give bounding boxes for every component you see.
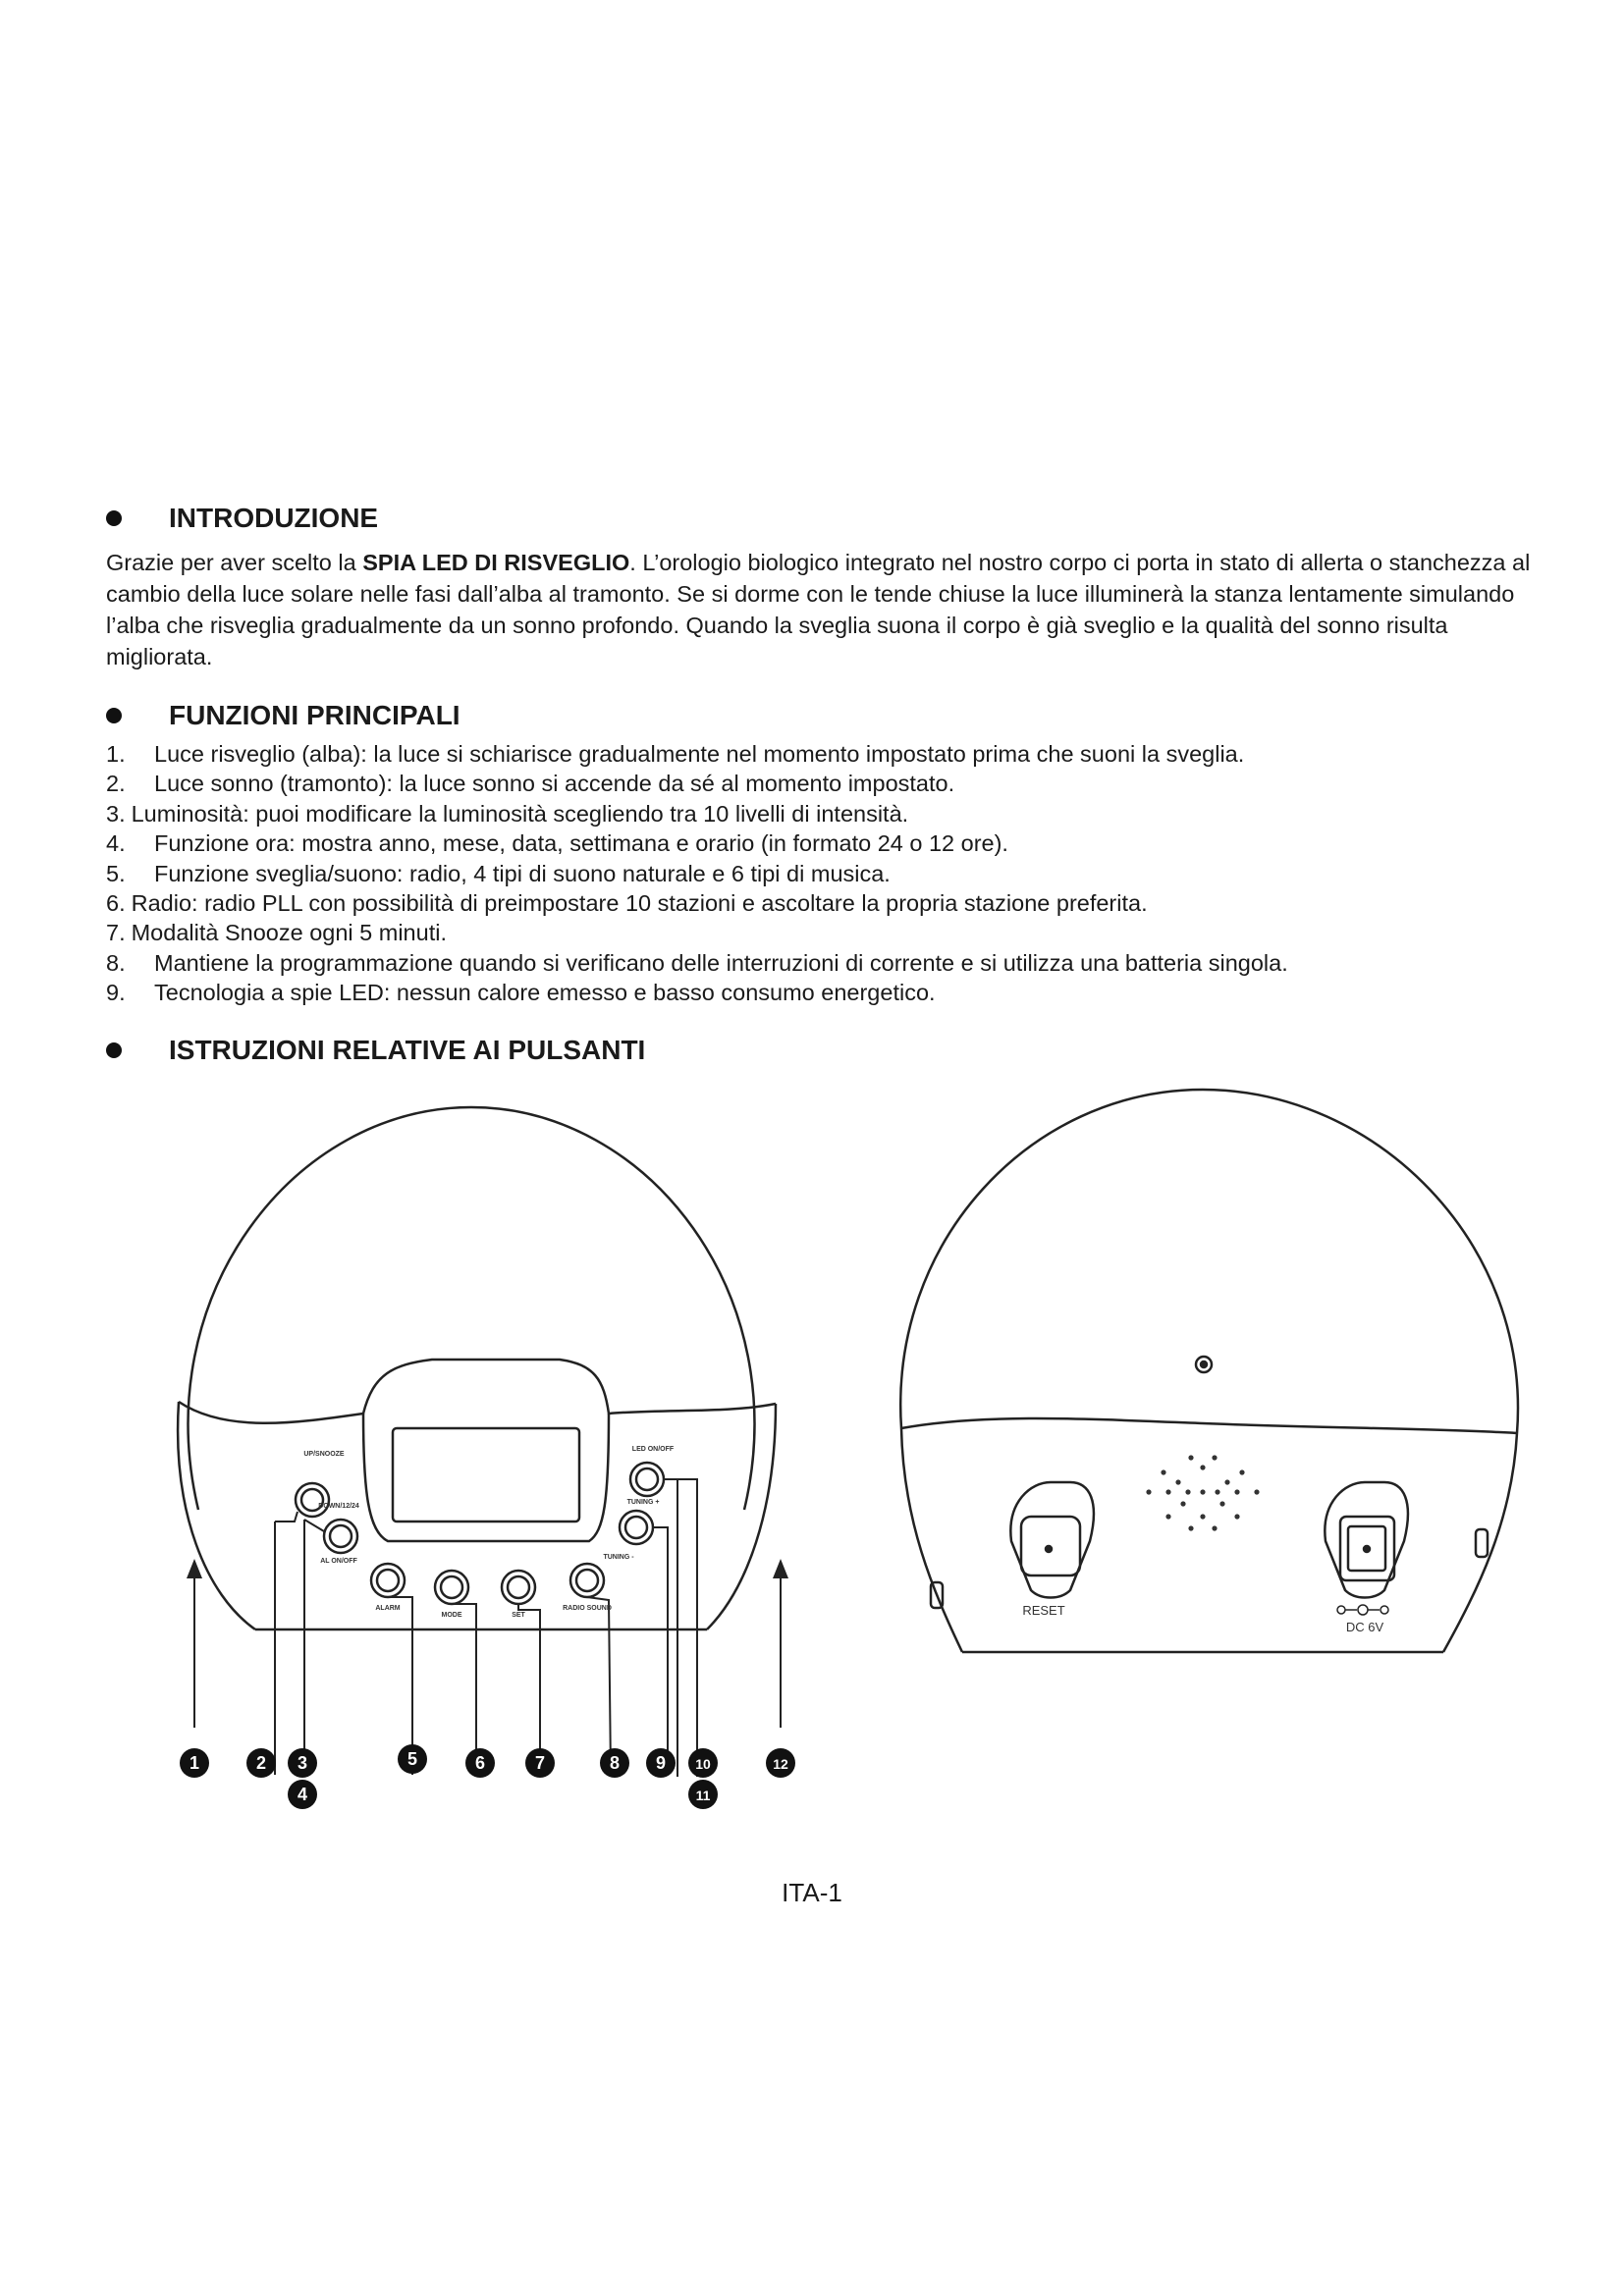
list-item-number: 9. xyxy=(106,980,126,1006)
section-heading-buttons xyxy=(106,1035,645,1066)
svg-text:7: 7 xyxy=(534,1753,546,1773)
grille-dot xyxy=(1146,1489,1151,1494)
bullet-icon xyxy=(106,708,122,723)
back-labels xyxy=(1022,1603,1383,1634)
grille-dot xyxy=(1200,1489,1205,1494)
list-item-text: Luce risveglio (alba): la luce si schiarisce gradualmente nel momento impostato prima che suoni la sveglia. xyxy=(154,741,1245,767)
list-item-number: 5. xyxy=(106,860,126,886)
page-number: ITA-1 xyxy=(782,1878,842,1907)
grille-dot xyxy=(1219,1501,1224,1506)
intro-paragraph xyxy=(106,547,1540,672)
list-item xyxy=(106,739,1540,769)
grille-dot xyxy=(1165,1514,1170,1519)
device-diagram xyxy=(0,1080,1624,1865)
grille-dot xyxy=(1200,1514,1205,1519)
svg-text:4: 4 xyxy=(297,1785,308,1804)
label-tuning-plus: TUNING + xyxy=(626,1499,660,1506)
label-led-onoff: LED ON/OFF xyxy=(631,1446,675,1453)
list-item-text: Modalità Snooze ogni 5 minuti. xyxy=(131,920,447,946)
bullet-icon xyxy=(106,1042,122,1058)
section-heading-functions xyxy=(106,700,460,731)
front-seam xyxy=(179,1360,776,1423)
label-dc: DC 6V xyxy=(1345,1620,1384,1634)
svg-text:12: 12 xyxy=(773,1756,788,1772)
back-dome-outline xyxy=(900,1090,1518,1433)
callout-10 xyxy=(688,1748,718,1778)
list-item-text: Funzione sveglia/suono: radio, 4 tipi di suono naturale e 6 tipi di musica. xyxy=(154,860,891,886)
intro-text-pre: Grazie per aver scelto la xyxy=(106,550,363,575)
back-seam xyxy=(901,1418,1517,1433)
front-buttons xyxy=(296,1463,664,1604)
grille-dot xyxy=(1185,1489,1190,1494)
back-body-right xyxy=(1443,1433,1517,1652)
callout-4 xyxy=(288,1780,317,1809)
label-down-1224: DOWN/12/24 xyxy=(318,1503,359,1510)
list-item xyxy=(106,859,1540,888)
svg-text:9: 9 xyxy=(655,1753,667,1773)
svg-text:10: 10 xyxy=(695,1756,711,1772)
list-item-text: Luminosità: puoi modificare la luminosità scegliendo tra 10 livelli di intensità. xyxy=(131,800,909,827)
list-item xyxy=(106,918,1540,947)
front-lcd-screen xyxy=(393,1428,579,1522)
grille-dot xyxy=(1224,1479,1229,1484)
callout-1 xyxy=(180,1748,209,1778)
list-item-number: 8. xyxy=(106,949,126,976)
grille-dot xyxy=(1180,1501,1185,1506)
list-item xyxy=(106,769,1540,798)
list-item xyxy=(106,888,1540,918)
list-item-number: 4. xyxy=(106,830,126,857)
arrow-heads xyxy=(187,1559,788,1578)
callout-3 xyxy=(288,1748,317,1778)
grille-dot xyxy=(1212,1525,1217,1530)
callout-2 xyxy=(246,1748,276,1778)
list-item-number: 6. xyxy=(106,890,126,917)
list-item xyxy=(106,799,1540,828)
bullet-icon xyxy=(106,510,122,526)
grille-dot xyxy=(1254,1489,1259,1494)
buttons-heading: ISTRUZIONI RELATIVE AI PULSANTI xyxy=(169,1035,646,1065)
label-up-snooze: UP/SNOOZE xyxy=(303,1451,345,1458)
callout-8 xyxy=(600,1748,629,1778)
grille-dot xyxy=(1161,1469,1165,1474)
functions-list xyxy=(106,739,1540,1008)
grille-dot xyxy=(1239,1469,1244,1474)
back-body-left xyxy=(901,1428,962,1652)
side-knob-right-icon xyxy=(1476,1529,1488,1557)
svg-text:5: 5 xyxy=(406,1749,418,1769)
grille-dot xyxy=(1200,1465,1205,1469)
list-item-text: Tecnologia a spie LED: nessun calore emesso e basso consumo energetico. xyxy=(154,980,936,1006)
grille-dot xyxy=(1188,1525,1193,1530)
grille-dot xyxy=(1234,1514,1239,1519)
back-view xyxy=(900,1090,1518,1652)
svg-text:2: 2 xyxy=(255,1753,267,1773)
svg-text:6: 6 xyxy=(474,1753,486,1773)
label-radio-sound: RADIO SOUND xyxy=(563,1605,612,1612)
callout-9 xyxy=(646,1748,676,1778)
dc-polarity-icon xyxy=(1337,1605,1388,1615)
label-al-onoff: AL ON/OFF xyxy=(320,1558,357,1565)
callout-5 xyxy=(398,1744,427,1774)
front-body-right xyxy=(707,1404,776,1629)
list-item-number: 3. xyxy=(106,800,126,827)
label-mode: MODE xyxy=(441,1612,462,1619)
callout-7 xyxy=(525,1748,555,1778)
callout-6 xyxy=(465,1748,495,1778)
intro-text-post: . L’orologio biologico integrato nel nostro corpo ci porta in stato di allerta o stanchezza al cambio della luce solare nelle fasi dall’alba al tramonto. Se si dorme con le tende chiuse la luce illuminerà la stanza lentamente simulando l’alba che risveglia gradualmente da un sonno profondo. Quando la sveglia suona il corpo è già sveglio e la qualità del sonno risulta migliorata. xyxy=(106,550,1531,669)
front-button-labels xyxy=(303,1446,675,1619)
grille-dot xyxy=(1234,1489,1239,1494)
speaker-grille xyxy=(1146,1455,1259,1530)
list-item xyxy=(106,828,1540,858)
grille-dot xyxy=(1215,1489,1219,1494)
grille-dot xyxy=(1175,1479,1180,1484)
list-item xyxy=(106,978,1540,1007)
intro-heading: INTRODUZIONE xyxy=(169,503,379,533)
grille-dot xyxy=(1165,1489,1170,1494)
callout-11 xyxy=(688,1780,718,1809)
list-item-text: Radio: radio PLL con possibilità di preimpostare 10 stazioni e ascoltare la propria stazione preferita. xyxy=(131,890,1148,917)
grille-dot xyxy=(1188,1455,1193,1460)
svg-text:11: 11 xyxy=(695,1788,711,1803)
callouts xyxy=(180,1744,795,1809)
section-heading-intro xyxy=(106,503,378,534)
svg-text:8: 8 xyxy=(609,1753,621,1773)
list-item-number: 1. xyxy=(106,741,126,767)
functions-heading: FUNZIONI PRINCIPALI xyxy=(169,700,460,730)
svg-text:1: 1 xyxy=(189,1753,200,1773)
label-tuning-minus: TUNING - xyxy=(603,1554,634,1561)
list-item-text: Funzione ora: mostra anno, mese, data, settimana e orario (in formato 24 o 12 ore). xyxy=(154,830,1008,857)
list-item-text: Luce sonno (tramonto): la luce sonno si accende da sé al momento impostato. xyxy=(154,771,955,797)
front-leader-lines xyxy=(194,1479,781,1777)
list-item-number: 2. xyxy=(106,771,126,797)
front-view xyxy=(178,1107,788,1777)
label-alarm: ALARM xyxy=(375,1605,401,1612)
list-item-number: 7. xyxy=(106,920,126,946)
svg-text:3: 3 xyxy=(297,1753,308,1773)
intro-text-bold: SPIA LED DI RISVEGLIO xyxy=(362,550,630,575)
label-set: SET xyxy=(512,1612,525,1619)
list-item-text: Mantiene la programmazione quando si verificano delle interruzioni di corrente e si utilizza una batteria singola. xyxy=(154,949,1288,976)
label-reset: RESET xyxy=(1022,1603,1065,1618)
callout-12 xyxy=(766,1748,795,1778)
list-item xyxy=(106,948,1540,978)
grille-dot xyxy=(1212,1455,1217,1460)
